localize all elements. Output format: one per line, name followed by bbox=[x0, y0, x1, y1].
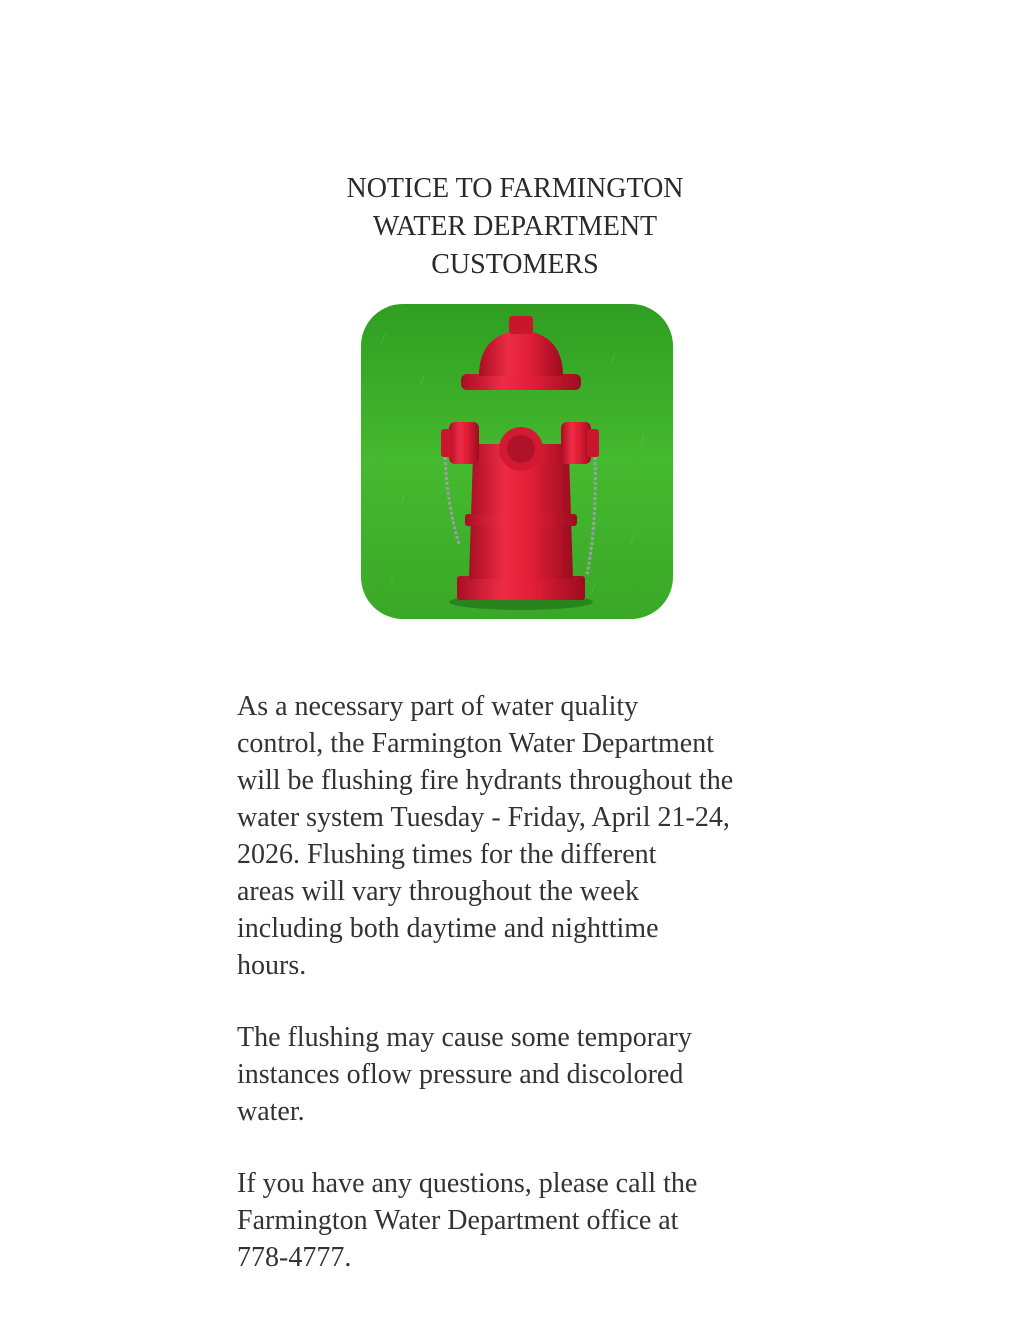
text-line: hours. bbox=[237, 950, 307, 981]
text-line: water system Tuesday - Friday, April 21-24, bbox=[237, 802, 730, 833]
text-line: including both daytime and nighttime bbox=[237, 913, 659, 944]
title-line: WATER DEPARTMENT bbox=[372, 211, 658, 242]
text-line: As a necessary part of water quality bbox=[237, 691, 639, 722]
notice-body bbox=[237, 688, 797, 1311]
phone-number: 778-4777. bbox=[237, 1242, 352, 1273]
text-line: If you have any questions, please call the bbox=[237, 1168, 698, 1199]
text-line: Farmington Water Department office at bbox=[237, 1205, 679, 1236]
title-line: CUSTOMERS bbox=[431, 249, 599, 280]
paragraph-flushing-schedule bbox=[237, 688, 797, 984]
text-line: will be flushing fire hydrants throughout the bbox=[237, 765, 734, 796]
paragraph-effects bbox=[237, 1019, 797, 1130]
text-line: instances oflow pressure and discolored bbox=[237, 1059, 684, 1090]
notice-title bbox=[300, 170, 730, 284]
fire-hydrant-photo bbox=[361, 304, 673, 619]
paragraph-contact bbox=[237, 1165, 797, 1276]
title-line: NOTICE TO FARMINGTON bbox=[346, 173, 684, 204]
text-line: areas will vary throughout the week bbox=[237, 876, 639, 907]
text-line: The flushing may cause some temporary bbox=[237, 1022, 692, 1053]
text-line: 2026. Flushing times for the different bbox=[237, 839, 657, 870]
text-line: control, the Farmington Water Department bbox=[237, 728, 714, 759]
text-line: water. bbox=[237, 1096, 305, 1127]
